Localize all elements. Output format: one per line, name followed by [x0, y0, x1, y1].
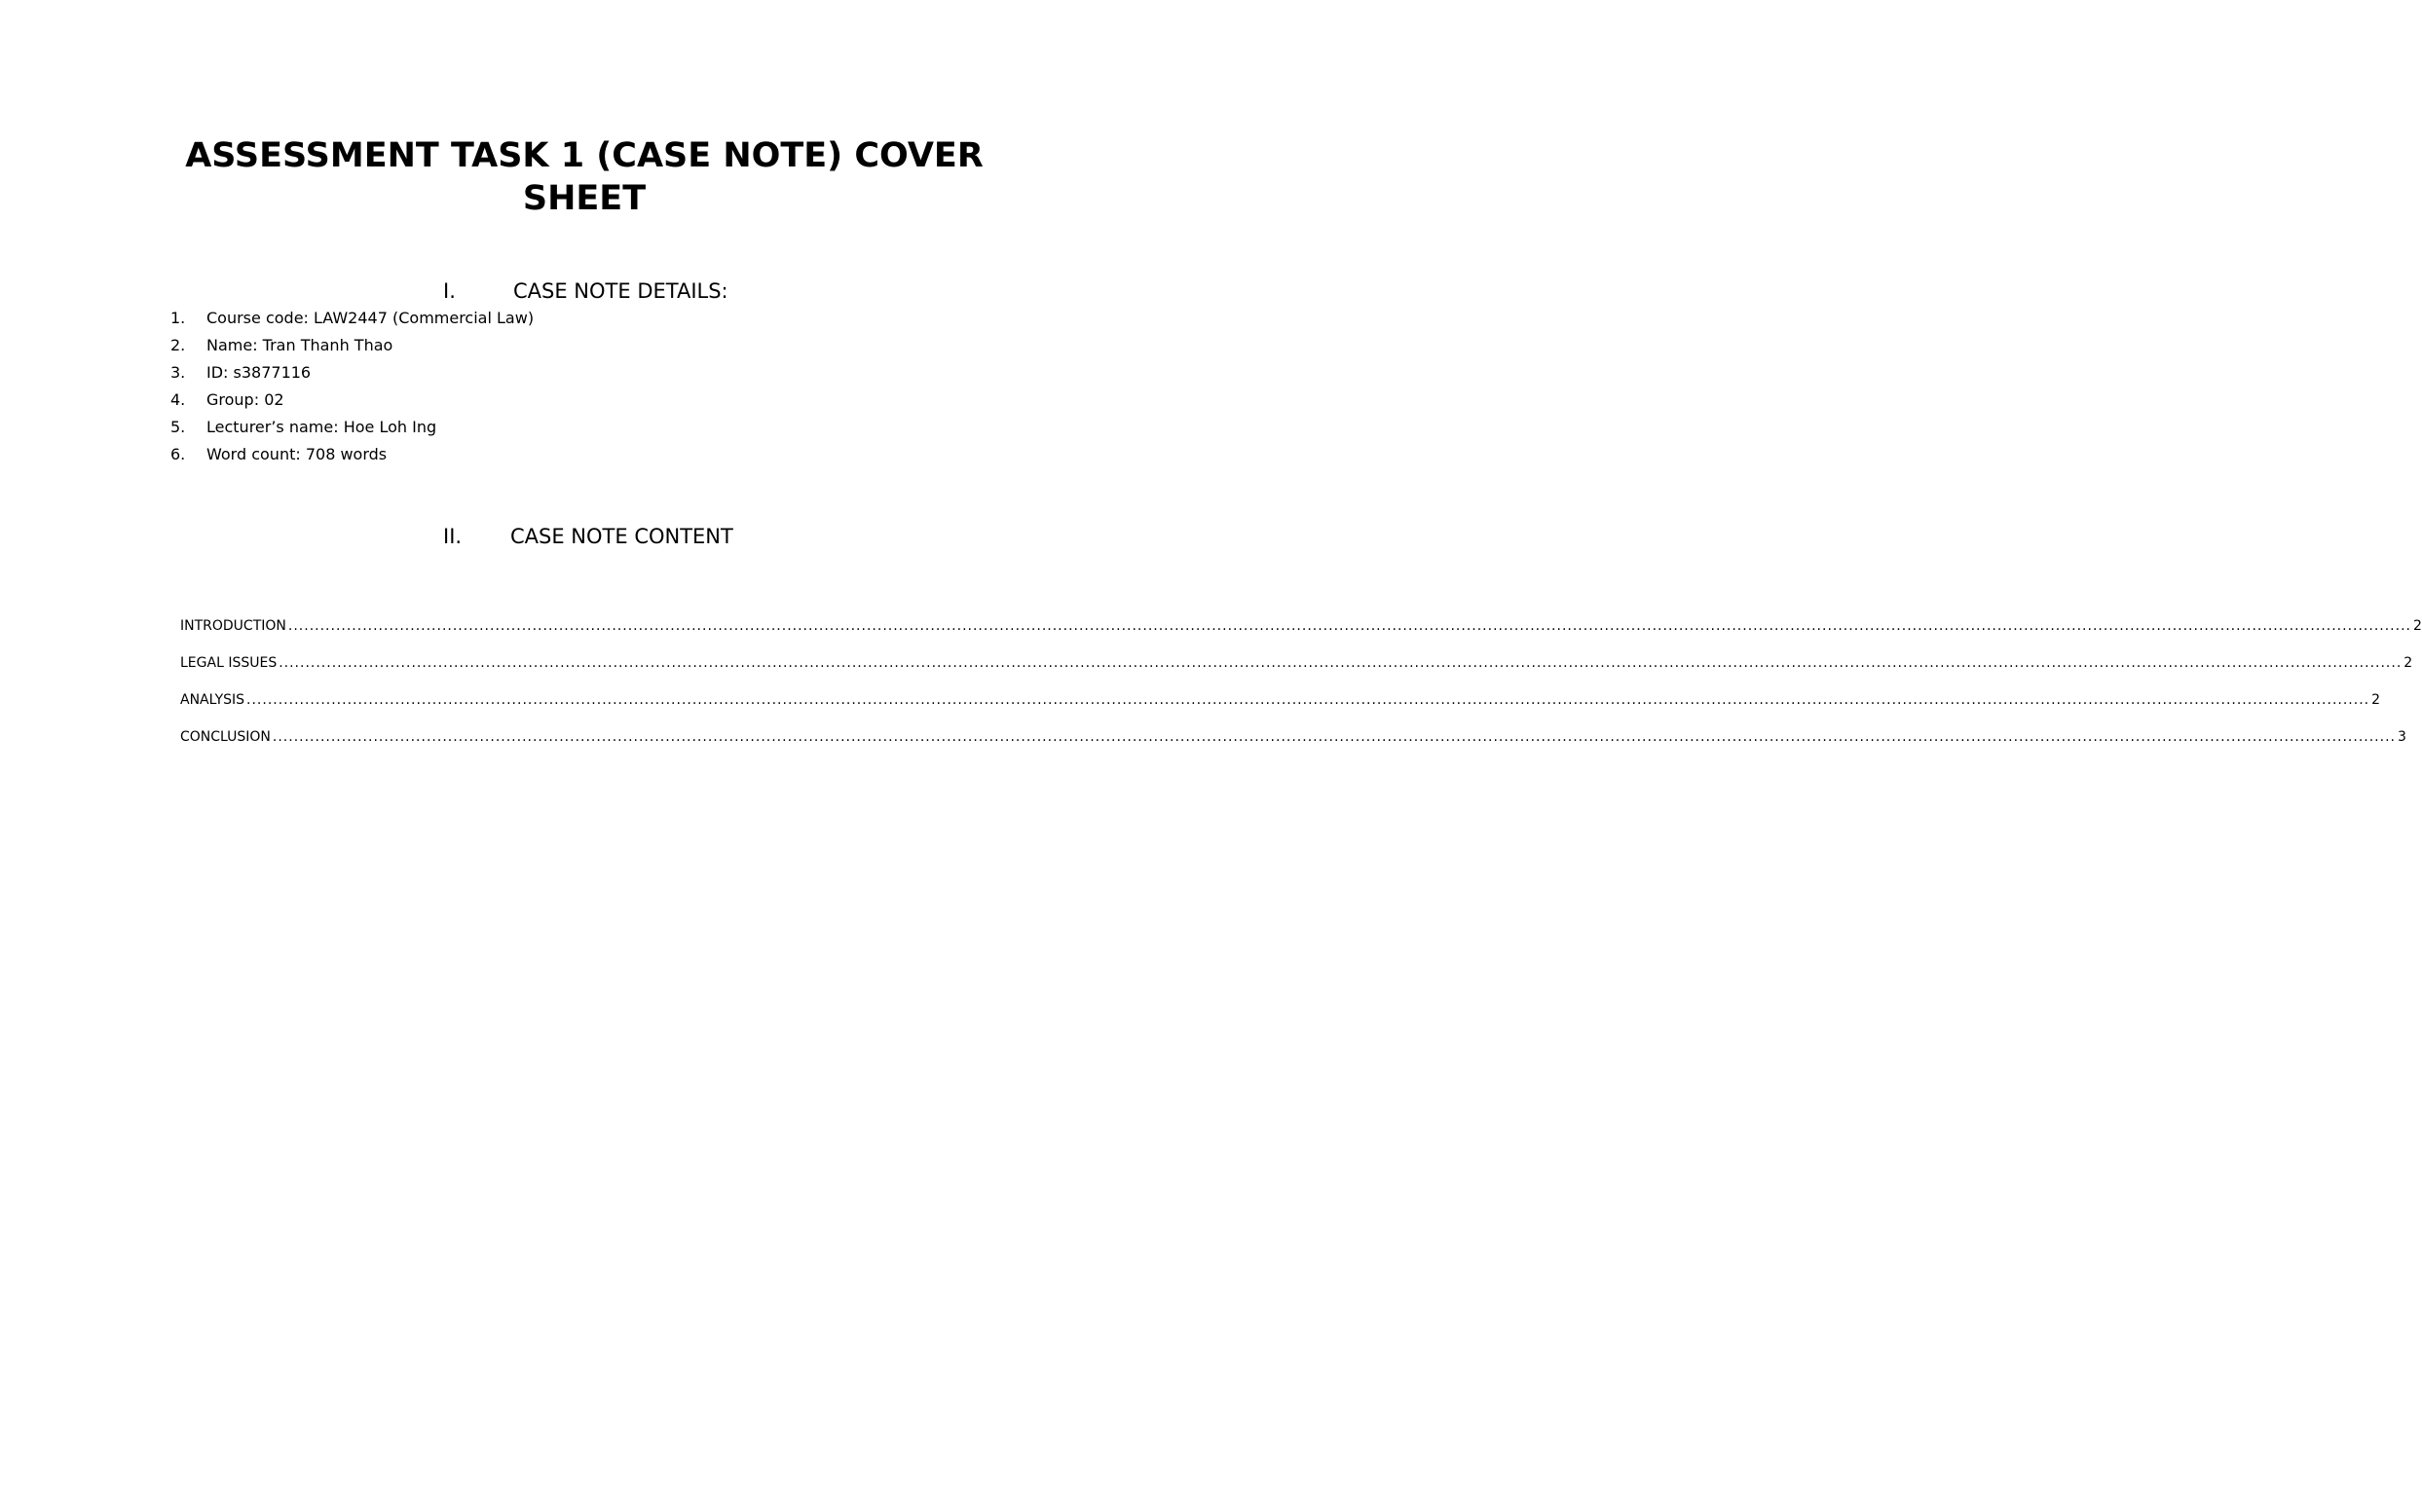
list-item-text: Name: Tran Thanh Thao [206, 336, 393, 354]
toc-dot-leader: ................................................................................................................................................................................................................................................................................................................................................................................................................ [272, 729, 2396, 745]
section-title: CASE NOTE DETAILS: [513, 279, 728, 303]
toc-dot-leader: ................................................................................................................................................................................................................................................................................................................................................................................................................ [279, 655, 2403, 671]
toc-entry-page[interactable]: 2 [2412, 618, 2422, 634]
toc-entry[interactable] [180, 652, 2413, 689]
section-heading-details [443, 278, 833, 304]
toc-entry-label[interactable]: INTRODUCTION [180, 618, 286, 634]
list-item-text: Group: 02 [206, 390, 284, 409]
section-numeral: II. [443, 525, 463, 548]
section-title: CASE NOTE CONTENT [510, 525, 733, 548]
list-item-number: 2. [170, 336, 186, 354]
list-item-number: 6. [170, 445, 186, 463]
toc-entry-label[interactable]: ANALYSIS [180, 692, 245, 708]
list-item-number: 4. [170, 390, 186, 409]
toc-entry[interactable] [180, 615, 2422, 652]
list-item-number: 5. [170, 418, 186, 436]
toc-entry-page[interactable]: 3 [2397, 729, 2406, 745]
document-title: ASSESSMENT TASK 1 (CASE NOTE) COVER SHEET [185, 136, 984, 218]
list-item-text: Course code: LAW2447 (Commercial Law) [206, 309, 535, 327]
list-item [170, 417, 852, 444]
list-item [170, 308, 852, 335]
toc-entry-page[interactable]: 2 [2371, 692, 2381, 708]
list-item-text: Word count: 708 words [206, 445, 388, 463]
details-list [170, 308, 852, 471]
list-item [170, 335, 852, 362]
list-item-text: Lecturer’s name: Hoe Loh Ing [206, 418, 437, 436]
toc-entry[interactable] [180, 726, 2406, 763]
list-item [170, 362, 852, 389]
toc-dot-leader: ................................................................................................................................................................................................................................................................................................................................................................................................................ [246, 692, 2370, 708]
list-item [170, 389, 852, 417]
toc-entry[interactable] [180, 689, 2381, 726]
list-item-number: 3. [170, 363, 186, 382]
section-heading-content [443, 524, 833, 549]
table-of-contents [180, 615, 2422, 763]
toc-entry-label[interactable]: LEGAL ISSUES [180, 655, 278, 671]
toc-entry-page[interactable]: 2 [2403, 655, 2413, 671]
section-numeral: I. [443, 279, 456, 303]
list-item-number: 1. [170, 309, 186, 327]
toc-entry-label[interactable]: CONCLUSION [180, 729, 271, 745]
list-item [170, 444, 852, 471]
list-item-text: ID: s3877116 [206, 363, 312, 382]
toc-dot-leader: ................................................................................................................................................................................................................................................................................................................................................................................................................ [287, 618, 2411, 634]
